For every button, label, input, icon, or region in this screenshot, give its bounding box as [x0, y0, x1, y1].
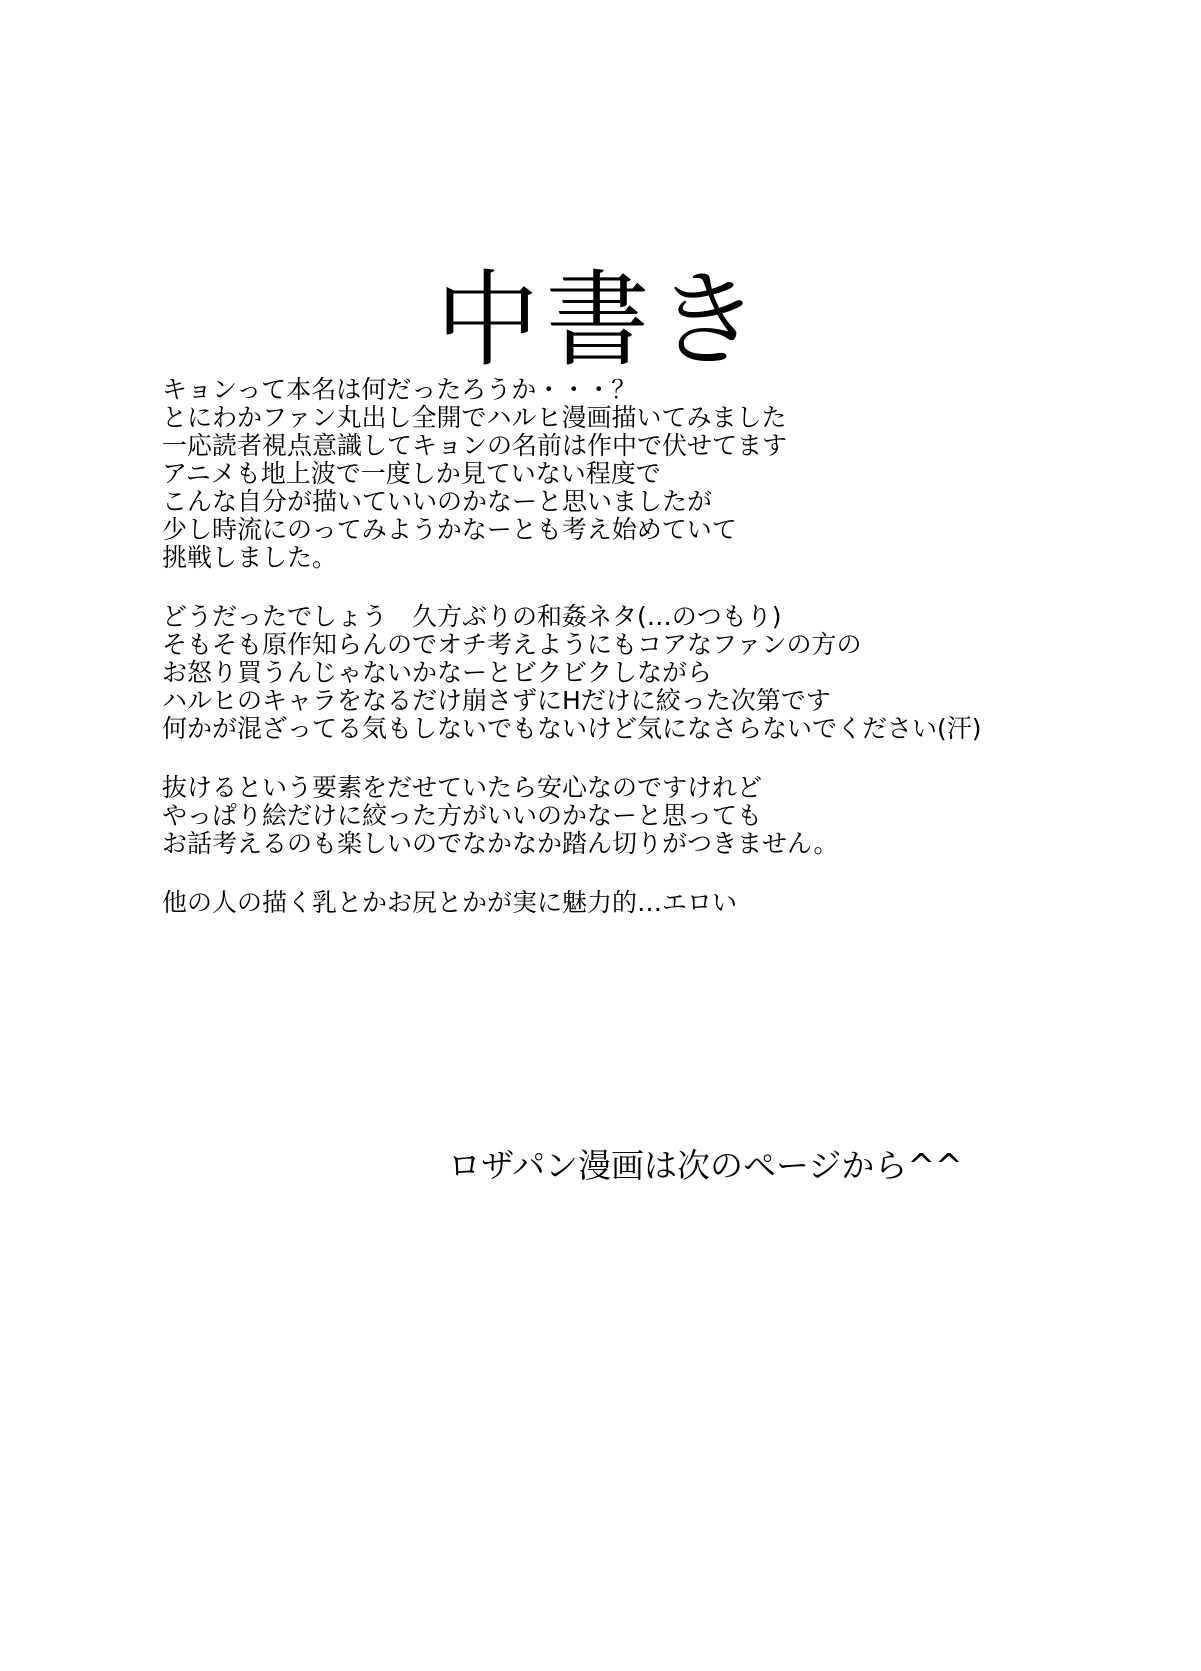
text-line: 挑戦しました。 — [162, 543, 338, 572]
text-line: お話考えるのも楽しいのでなかなか踏ん切りがつきません。 — [162, 829, 839, 858]
paragraph-3 — [162, 774, 1162, 858]
paragraph-2 — [162, 603, 1162, 743]
text-line: ハルヒのキャラをなるだけ崩さずにHだけに絞った次第です — [162, 686, 831, 715]
text-line: お怒り買うんじゃないかなーとビクビクしながら — [162, 658, 713, 687]
text-line: そもそも原作知らんのでオチ考えようにもコアなファンの方の — [162, 630, 862, 659]
text-line: 他の人の描く乳とかお尻とかが実に魅力的…エロい — [162, 888, 738, 917]
paragraph-4 — [162, 889, 1162, 917]
text-line: 一応読者視点意識してキョンの名前は作中で伏せてます — [162, 431, 788, 460]
text-line: 何かが混ざってる気もしないでもないけど気になさらないでください(汗) — [162, 714, 982, 743]
text-line: どうだったでしょう 久方ぶりの和姦ネタ(…のつもり) — [162, 602, 782, 631]
text-line: 抜けるという要素をだせていたら安心なのですけれど — [162, 773, 763, 802]
text-line: とにわかファン丸出し全開でハルヒ漫画描いてみました — [162, 403, 787, 432]
page-title: 中書き — [435, 258, 766, 381]
paragraph-1 — [162, 376, 1162, 572]
text-line: やっぱり絵だけに絞った方がいいのかなーと思っても — [162, 801, 763, 830]
next-page-note: ロザパン漫画は次のページから^^ — [448, 1146, 963, 1185]
text-line: アニメも地上波で一度しか見ていない程度で — [162, 459, 661, 488]
text-line: 少し時流にのってみようかなーとも考え始めていて — [162, 515, 737, 544]
body-text — [162, 376, 1162, 948]
text-line: キョンって本名は何だったろうか・・・？ — [162, 375, 637, 404]
text-line: こんな自分が描いていいのかなーと思いましたが — [162, 487, 713, 516]
